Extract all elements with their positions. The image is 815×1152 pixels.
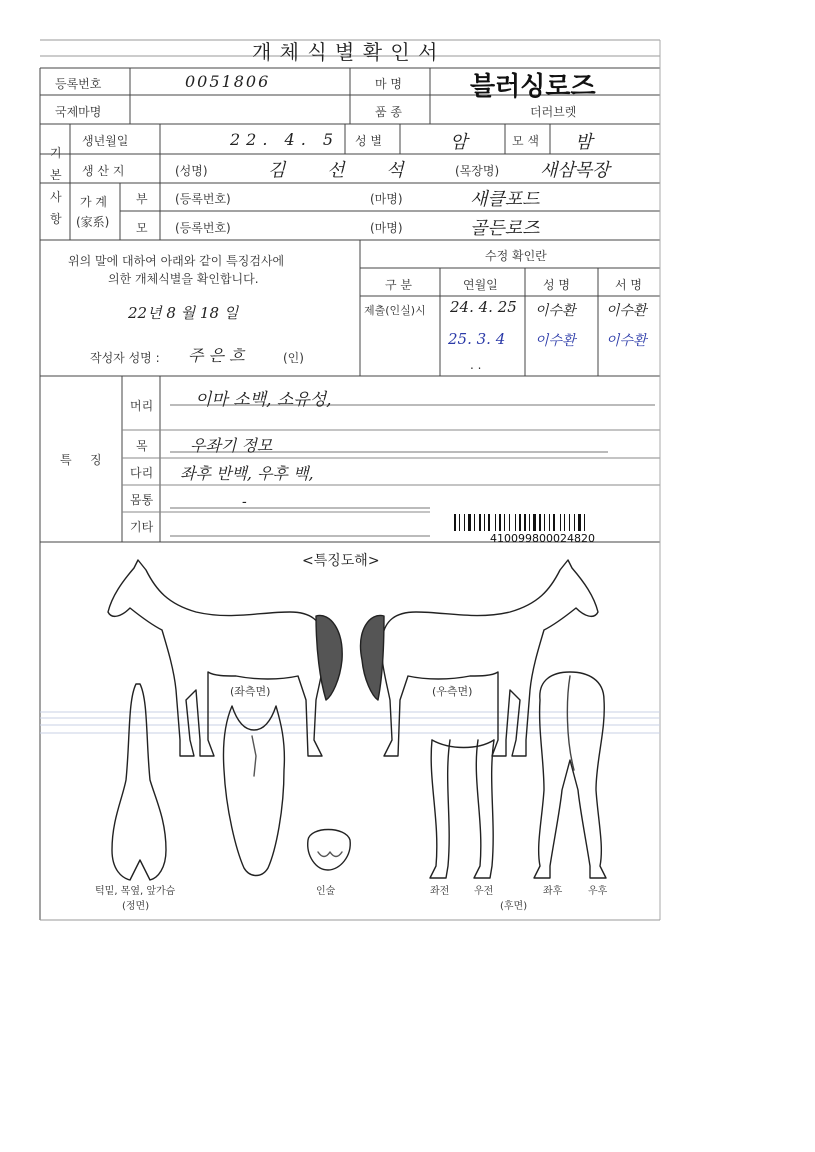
- farm-value: 새삼목장: [540, 160, 610, 181]
- head-value: 이마 소백, 소유성,: [195, 390, 332, 410]
- confirm-row2-date: 25. 3. 4: [448, 330, 506, 348]
- reg-no-label: 등록번호: [55, 77, 102, 91]
- owner-label: (성명): [175, 164, 208, 178]
- coat-value: 밤: [575, 132, 593, 153]
- head-label: 머리: [130, 399, 154, 413]
- front-right-leg-label: 우전: [474, 886, 494, 897]
- farm-label: (목장명): [455, 164, 500, 178]
- confirm-row1-sign: 이수환: [606, 303, 647, 319]
- left-side-label: (좌측면): [230, 685, 271, 698]
- muzzle-label: 인술: [316, 886, 336, 897]
- front-caption-2: (정면): [122, 901, 150, 912]
- intl-name-label: 국제마명: [55, 105, 102, 119]
- sex-value: 암: [450, 132, 468, 153]
- right-side-label: (우측면): [432, 685, 473, 698]
- front-left-leg-label: 좌전: [430, 886, 450, 897]
- confirm-row-label: 제출(인실)시: [364, 304, 426, 317]
- family-label: 가 계: [80, 195, 107, 209]
- coat-label: 모 색: [512, 134, 539, 148]
- etc-label: 기타: [130, 520, 154, 534]
- basic-section-label-1: 기: [50, 146, 62, 160]
- legs-value: 좌후 반백, 우후 백,: [180, 464, 314, 483]
- dam-name-value: 골든로즈: [470, 218, 540, 239]
- features-section-label-1: 특: [60, 453, 72, 467]
- breed-label: 품 종: [375, 105, 402, 119]
- legs-label: 다리: [130, 466, 154, 480]
- rear-left-leg-label: 좌후: [543, 886, 563, 897]
- basic-section-label-3: 사: [50, 190, 62, 204]
- sex-label: 성 별: [355, 134, 382, 148]
- col-sign-header: 서 명: [615, 278, 642, 292]
- horse-name-label: 마 명: [375, 77, 402, 91]
- producer-label: 생 산 지: [82, 164, 125, 178]
- barcode-number: 410099800024820: [490, 532, 595, 545]
- sire-reg-label: (등록번호): [175, 192, 231, 206]
- diagram-title: <특징도해>: [302, 553, 380, 569]
- confirm-text-line1: 위의 말에 대하여 아래와 같이 특징검사에: [68, 254, 285, 268]
- confirm-row1-name: 이수환: [535, 303, 576, 319]
- dam-label: 모: [136, 221, 148, 235]
- confirm-dots: . .: [470, 358, 482, 372]
- neck-label: 목: [136, 439, 148, 453]
- rear-right-leg-label: 우후: [588, 886, 608, 897]
- maker-seal: (인): [283, 351, 304, 365]
- confirm-text-line2: 의한 개체식별을 확인합니다.: [108, 272, 259, 286]
- sire-name-label: (마명): [370, 192, 403, 206]
- maker-label: 작성자 성명 :: [90, 351, 160, 365]
- dam-reg-label: (등록번호): [175, 221, 231, 235]
- breed-value: 더러브렛: [530, 105, 577, 119]
- confirm-row2-name: 이수환: [535, 333, 576, 349]
- features-section-label-2: 징: [90, 453, 102, 467]
- confirm-date: 22년 8 월 18 일: [128, 304, 239, 322]
- horse-name-value: 블러싱로즈: [470, 72, 596, 102]
- rear-caption: (후면): [500, 901, 528, 912]
- reg-no-value: 0051806: [185, 72, 271, 91]
- col-date-header: 연월일: [463, 278, 498, 292]
- confirm-row2-sign: 이수환: [606, 333, 647, 349]
- maker-value: 주 은 흐: [188, 346, 245, 365]
- confirm-table-header: 수정 확인란: [485, 249, 547, 263]
- col-name-header: 성 명: [543, 278, 570, 292]
- neck-value: 우좌기 정모: [190, 436, 273, 455]
- body-label: 몸통: [130, 493, 154, 507]
- basic-section-label-4: 항: [50, 212, 62, 226]
- front-caption-1: 턱밑, 목옆, 앞가슴: [95, 886, 176, 897]
- owner-value: 김 선 석: [268, 160, 422, 181]
- body-value: -: [242, 494, 247, 510]
- document-title: 개 체 식 별 확 인 서: [252, 40, 439, 64]
- basic-section-label-2: 본: [50, 168, 62, 182]
- family-hanja: (家系): [76, 215, 110, 229]
- sire-name-value: 새클포드: [470, 189, 540, 210]
- confirm-row1-date: 24. 4. 25: [450, 298, 517, 316]
- dam-name-label: (마명): [370, 221, 403, 235]
- birth-label: 생년월일: [82, 134, 129, 148]
- sire-label: 부: [136, 192, 148, 206]
- col-type-header: 구 분: [385, 278, 412, 292]
- birth-value: 22. 4. 5: [230, 130, 340, 149]
